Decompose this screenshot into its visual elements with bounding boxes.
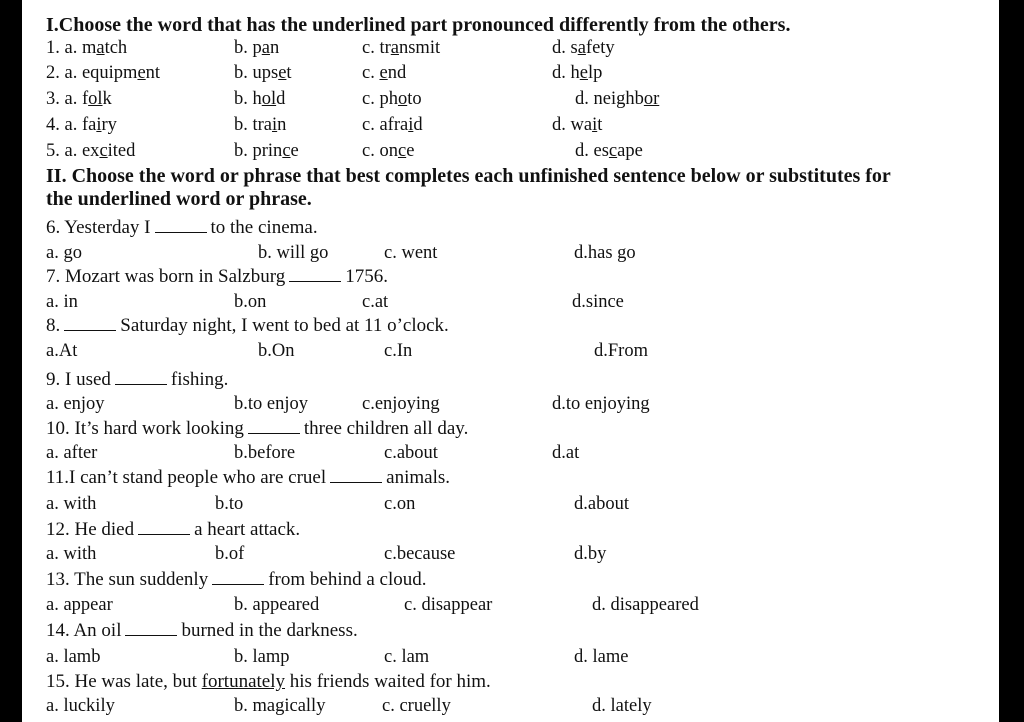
q6-option-a: a. go — [46, 243, 82, 263]
q8-option-b: b.On — [258, 341, 295, 361]
stem-text: 7. Mozart was born in Salzburg — [46, 266, 286, 287]
option-text: d. wa — [552, 115, 593, 135]
q15-option-c: c. cruelly — [382, 696, 451, 716]
q10-option-d: d.at — [552, 443, 580, 463]
q15-option-b: b. magically — [234, 696, 326, 716]
q12-option-c: c.because — [384, 544, 456, 564]
option-text: b. ups — [234, 63, 279, 83]
q4-option-a — [46, 114, 117, 136]
q14-option-b: b. lamp — [234, 647, 290, 667]
option-text: d. es — [575, 141, 609, 161]
q5-option-a — [46, 140, 135, 162]
stem-text: animals. — [386, 467, 450, 488]
q5-option-b — [234, 140, 299, 162]
q9-option-b: b.to enjoy — [234, 394, 308, 414]
q15-post: his friends waited for him. — [285, 671, 491, 692]
stem-text: a heart attack. — [194, 519, 301, 540]
q14-option-c: c. lam — [384, 647, 430, 667]
option-text: nsmit — [398, 38, 441, 58]
option-text: k — [102, 89, 112, 109]
stem-text: 14. An oil — [46, 620, 122, 641]
q12-option-d: d.by — [574, 544, 607, 564]
option-text: d. s — [552, 38, 578, 58]
option-text: d. h — [552, 63, 580, 83]
q12-option-b: b.of — [215, 544, 245, 564]
q13-option-b: b. appeared — [234, 595, 320, 615]
option-text: nt — [145, 63, 161, 83]
q2-option-d — [552, 62, 602, 84]
q1-option-b — [234, 37, 279, 59]
question-6-stem — [46, 217, 318, 239]
underlined-part: i — [408, 115, 414, 135]
q7-option-a: a. in — [46, 292, 78, 312]
q1-option-a — [46, 37, 127, 59]
option-text: d — [276, 89, 286, 109]
q9-option-d: d.to enjoying — [552, 394, 650, 414]
underlined-part: ol — [261, 89, 277, 109]
stem-text: to the cinema. — [210, 217, 318, 238]
q8-option-c: c.In — [384, 341, 413, 361]
q11-option-a: a. with — [46, 494, 97, 514]
answer-blank — [115, 370, 167, 385]
q8-option-a: a.At — [46, 341, 78, 361]
q7-option-c: c.at — [362, 292, 389, 312]
answer-blank — [155, 218, 207, 233]
option-text: b. p — [234, 38, 262, 58]
q6-option-b: b. will go — [258, 243, 329, 263]
option-text: c. on — [362, 141, 398, 161]
part2-heading-line1: II. Choose the word or phrase that best completes each unfinished sentence below or substitutes for — [46, 165, 891, 187]
question-12-stem — [46, 519, 300, 541]
q3-option-c — [362, 88, 422, 110]
q14-option-a: a. lamb — [46, 647, 101, 667]
option-text: 2. a. equipm — [46, 63, 138, 83]
option-text: d — [413, 115, 423, 135]
q5-option-d — [575, 140, 643, 162]
option-text: ry — [101, 115, 117, 135]
option-text: t — [597, 115, 603, 135]
option-text: c. tr — [362, 38, 391, 58]
q3-option-d — [575, 88, 659, 110]
stem-text: 10. It’s hard work looking — [46, 418, 244, 439]
answer-blank — [125, 621, 177, 636]
underlined-part: e — [278, 63, 287, 83]
option-text: 5. a. ex — [46, 141, 100, 161]
underlined-part: a — [261, 38, 270, 58]
option-text: to — [407, 89, 422, 109]
part2-heading-line2: the underlined word or phrase. — [46, 188, 312, 210]
option-text: c. afra — [362, 115, 409, 135]
underlined-part: a — [390, 38, 399, 58]
q12-option-a: a. with — [46, 544, 97, 564]
stem-text: 1756. — [345, 266, 388, 287]
option-text: lp — [587, 63, 603, 83]
option-text: tch — [104, 38, 128, 58]
question-13-stem — [46, 569, 427, 591]
option-text: ape — [617, 141, 643, 161]
q11-option-c: c.on — [384, 494, 416, 514]
q14-option-d: d. lame — [574, 647, 629, 667]
stem-text: from behind a cloud. — [268, 569, 427, 590]
option-text: 1. a. m — [46, 38, 97, 58]
underlined-part: i — [272, 115, 278, 135]
option-text: n — [269, 38, 280, 58]
answer-blank — [212, 570, 264, 585]
q6-option-d: d.has go — [574, 243, 636, 263]
option-text: b. prin — [234, 141, 283, 161]
underlined-part: e — [579, 63, 588, 83]
underlined-part: a — [96, 38, 105, 58]
underlined-part: o — [397, 89, 408, 109]
q7-option-d: d.since — [572, 292, 624, 312]
q10-option-a: a. after — [46, 443, 98, 463]
option-text: b. tra — [234, 115, 273, 135]
underlined-part: or — [643, 89, 660, 109]
answer-blank — [248, 419, 300, 434]
option-text: 3. a. f — [46, 89, 89, 109]
q10-option-b: b.before — [234, 443, 296, 463]
underlined-part: ol — [88, 89, 103, 109]
worksheet — [22, 0, 999, 722]
question-7-stem — [46, 266, 388, 288]
underlined-part: e — [379, 63, 388, 83]
answer-blank — [330, 468, 382, 483]
q15-option-a: a. luckily — [46, 696, 115, 716]
q13-option-d: d. disappeared — [592, 595, 699, 615]
q5-option-c — [362, 140, 414, 162]
q4-option-d — [552, 114, 602, 136]
stem-text: Saturday night, I went to bed at 11 o’clock. — [120, 315, 449, 336]
q13-option-c: c. disappear — [404, 595, 493, 615]
q2-option-a — [46, 62, 160, 84]
q11-option-d: d.about — [574, 494, 629, 514]
option-text: d. neighb — [575, 89, 644, 109]
question-11-stem — [46, 467, 450, 489]
underlined-part: i — [96, 115, 102, 135]
question-15-stem — [46, 671, 491, 693]
answer-blank — [289, 267, 341, 282]
q3-option-b — [234, 88, 285, 110]
q3-option-a — [46, 88, 112, 110]
q4-option-c — [362, 114, 423, 136]
q13-option-a: a. appear — [46, 595, 113, 615]
option-text: b. h — [234, 89, 262, 109]
stem-text: burned in the darkness. — [181, 620, 358, 641]
question-14-stem — [46, 620, 358, 642]
q15-pre: 15. He was late, but — [46, 671, 202, 692]
underlined-part: c — [397, 141, 407, 161]
answer-blank — [64, 316, 116, 331]
q15-option-d: d. lately — [592, 696, 652, 716]
q2-option-b — [234, 62, 292, 84]
option-text: 4. a. fa — [46, 115, 97, 135]
q6-option-c: c. went — [384, 243, 438, 263]
stem-text: three children all day. — [303, 418, 469, 439]
question-9-stem — [46, 369, 228, 391]
option-text: n — [277, 115, 287, 135]
q8-option-d: d.From — [594, 341, 648, 361]
q7-option-b: b.on — [234, 292, 267, 312]
stem-text: 6. Yesterday I — [46, 217, 151, 238]
q9-option-c: c.enjoying — [362, 394, 440, 414]
stem-text: 12. He died — [46, 519, 135, 540]
underlined-part: a — [577, 38, 586, 58]
q4-option-b — [234, 114, 286, 136]
option-text: ited — [107, 141, 136, 161]
q9-option-a: a. enjoy — [46, 394, 105, 414]
option-text: nd — [387, 63, 407, 83]
stem-text: fishing. — [170, 369, 229, 390]
stem-text: 13. The sun suddenly — [46, 569, 209, 590]
q15-underlined: fortunately — [201, 671, 286, 692]
q11-option-b: b.to — [215, 494, 244, 514]
option-text: e — [290, 141, 299, 161]
q2-option-c — [362, 62, 406, 84]
question-8-stem — [46, 315, 449, 337]
q10-option-c: c.about — [384, 443, 438, 463]
part1-heading: I.Choose the word that has the underlined part pronounced differently from the others. — [46, 14, 791, 36]
underlined-part: c — [99, 141, 108, 161]
option-text: e — [406, 141, 415, 161]
stem-text: 9. I used — [46, 369, 111, 390]
underlined-part: c — [282, 141, 291, 161]
underlined-part: i — [592, 115, 598, 135]
option-text: c. — [362, 63, 380, 83]
option-text: c. ph — [362, 89, 398, 109]
question-10-stem — [46, 418, 468, 440]
stem-text: 11.I can’t stand people who are cruel — [46, 467, 327, 488]
q1-option-d — [552, 37, 615, 59]
option-text: fety — [585, 38, 615, 58]
underlined-part: e — [137, 63, 146, 83]
option-text: t — [286, 63, 292, 83]
q1-option-c — [362, 37, 440, 59]
answer-blank — [138, 520, 190, 535]
stem-text: 8. — [46, 315, 61, 336]
underlined-part: c — [608, 141, 618, 161]
